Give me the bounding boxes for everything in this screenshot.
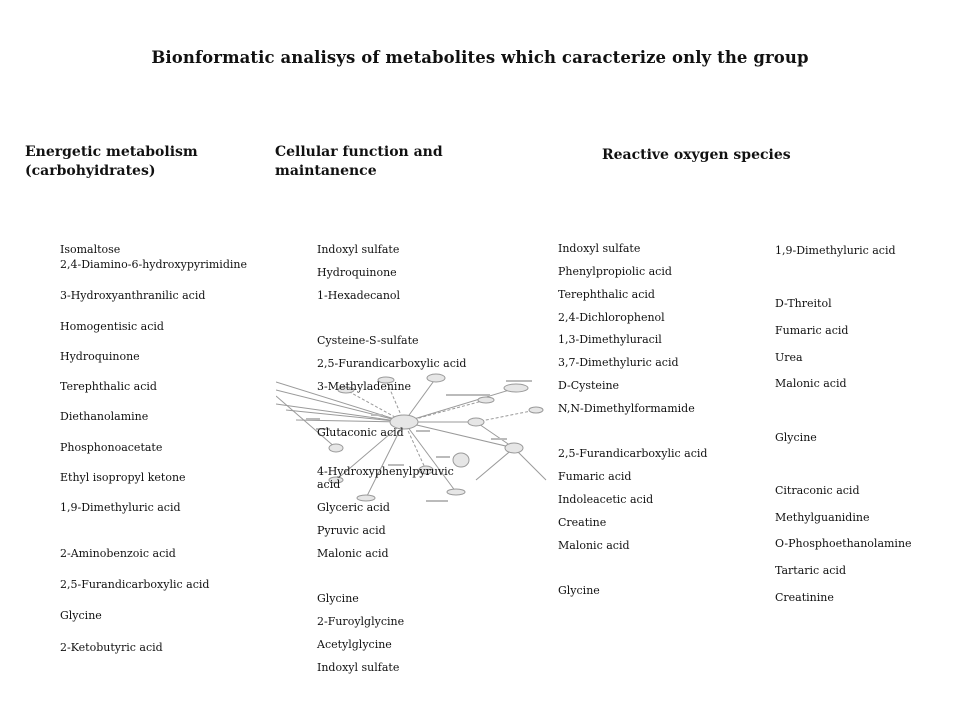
list-item: Hydroquinone (317, 266, 397, 279)
list-item: D-Cysteine (558, 379, 620, 392)
list-item: 3-Methyladenine (317, 380, 412, 393)
heading-cellular-function (275, 143, 443, 181)
list-item: Glycine (60, 609, 102, 622)
list-item: Tartaric acid (775, 564, 846, 577)
list-item: Fumaric acid (775, 324, 849, 337)
list-item: Fumaric acid (558, 470, 632, 483)
list-item: 2,4-Dichlorophenol (558, 311, 665, 324)
page-title: Bionformatic analisys of metabolites which caracterize only the group (151, 48, 809, 67)
list-item: Indoleacetic acid (558, 493, 654, 506)
list-item: Malonic acid (775, 377, 847, 390)
list-item: Glutaconic acid (317, 426, 404, 439)
list-item: Hydroquinone (60, 350, 140, 363)
heading-line: (carbohyidrates) (25, 163, 156, 179)
list-item: Glyceric acid (317, 501, 390, 514)
list-item: Glycine (775, 431, 817, 444)
list-item: O-Phosphoethanolamine (775, 537, 912, 550)
heading-reactive-oxygen-species: Reactive oxygen species (602, 147, 791, 163)
list-item: Glycine (558, 584, 600, 597)
list-item: Terephthalic acid (558, 288, 655, 301)
list-item: Diethanolamine (60, 410, 149, 423)
list-item: D-Threitol (775, 297, 832, 310)
list-item: Indoxyl sulfate (558, 242, 641, 255)
list-item: Indoxyl sulfate (317, 661, 400, 674)
list-item: Malonic acid (558, 539, 630, 552)
heading-line: maintanence (275, 163, 377, 179)
list-item: Methylguanidine (775, 511, 870, 524)
list-item: Cysteine-S-sulfate (317, 334, 419, 347)
list-item: Citraconic acid (775, 484, 860, 497)
list-item: Isomaltose (60, 243, 121, 256)
list-item: 2,5-Furandicarboxylic acid (317, 357, 467, 370)
list-item: 1,9-Dimethyluric acid (775, 244, 896, 257)
list-item: 3-Hydroxyanthranilic acid (60, 289, 206, 302)
list-item: 1,3-Dimethyluracil (558, 333, 662, 346)
list-item: 4-Hydroxyphenylpyruvic acid (317, 465, 454, 491)
list-item: Malonic acid (317, 547, 389, 560)
list-item: Creatinine (775, 591, 834, 604)
list-item: Glycine (317, 592, 359, 605)
list-item: 2,5-Furandicarboxylic acid (60, 578, 210, 591)
list-item: Indoxyl sulfate (317, 243, 400, 256)
heading-line: Energetic metabolism (25, 144, 198, 160)
list-item: Terephthalic acid (60, 380, 157, 393)
list-item: 2,4-Diamino-6-hydroxypyrimidine (60, 258, 247, 271)
list-item: Phenylpropiolic acid (558, 265, 672, 278)
list-item: 1-Hexadecanol (317, 289, 401, 302)
heading-energetic-metabolism (25, 143, 198, 181)
list-item: Ethyl isopropyl ketone (60, 471, 186, 484)
list-item: Urea (775, 351, 803, 364)
list-item: 1,9-Dimethyluric acid (60, 501, 181, 514)
list-item: Pyruvic acid (317, 524, 386, 537)
list-item: N,N-Dimethylformamide (558, 402, 695, 415)
list-item: Phosphonoacetate (60, 441, 163, 454)
list-item: 2-Furoylglycine (317, 615, 405, 628)
list-item: 3,7-Dimethyluric acid (558, 356, 679, 369)
heading-line: Cellular function and (275, 144, 443, 160)
list-item: Homogentisic acid (60, 320, 164, 333)
list-item: 2,5-Furandicarboxylic acid (558, 447, 708, 460)
list-item: Creatine (558, 516, 607, 529)
list-item: 2-Aminobenzoic acid (60, 547, 176, 560)
list-item: Acetylglycine (317, 638, 392, 651)
list-item: 2-Ketobutyric acid (60, 641, 163, 654)
